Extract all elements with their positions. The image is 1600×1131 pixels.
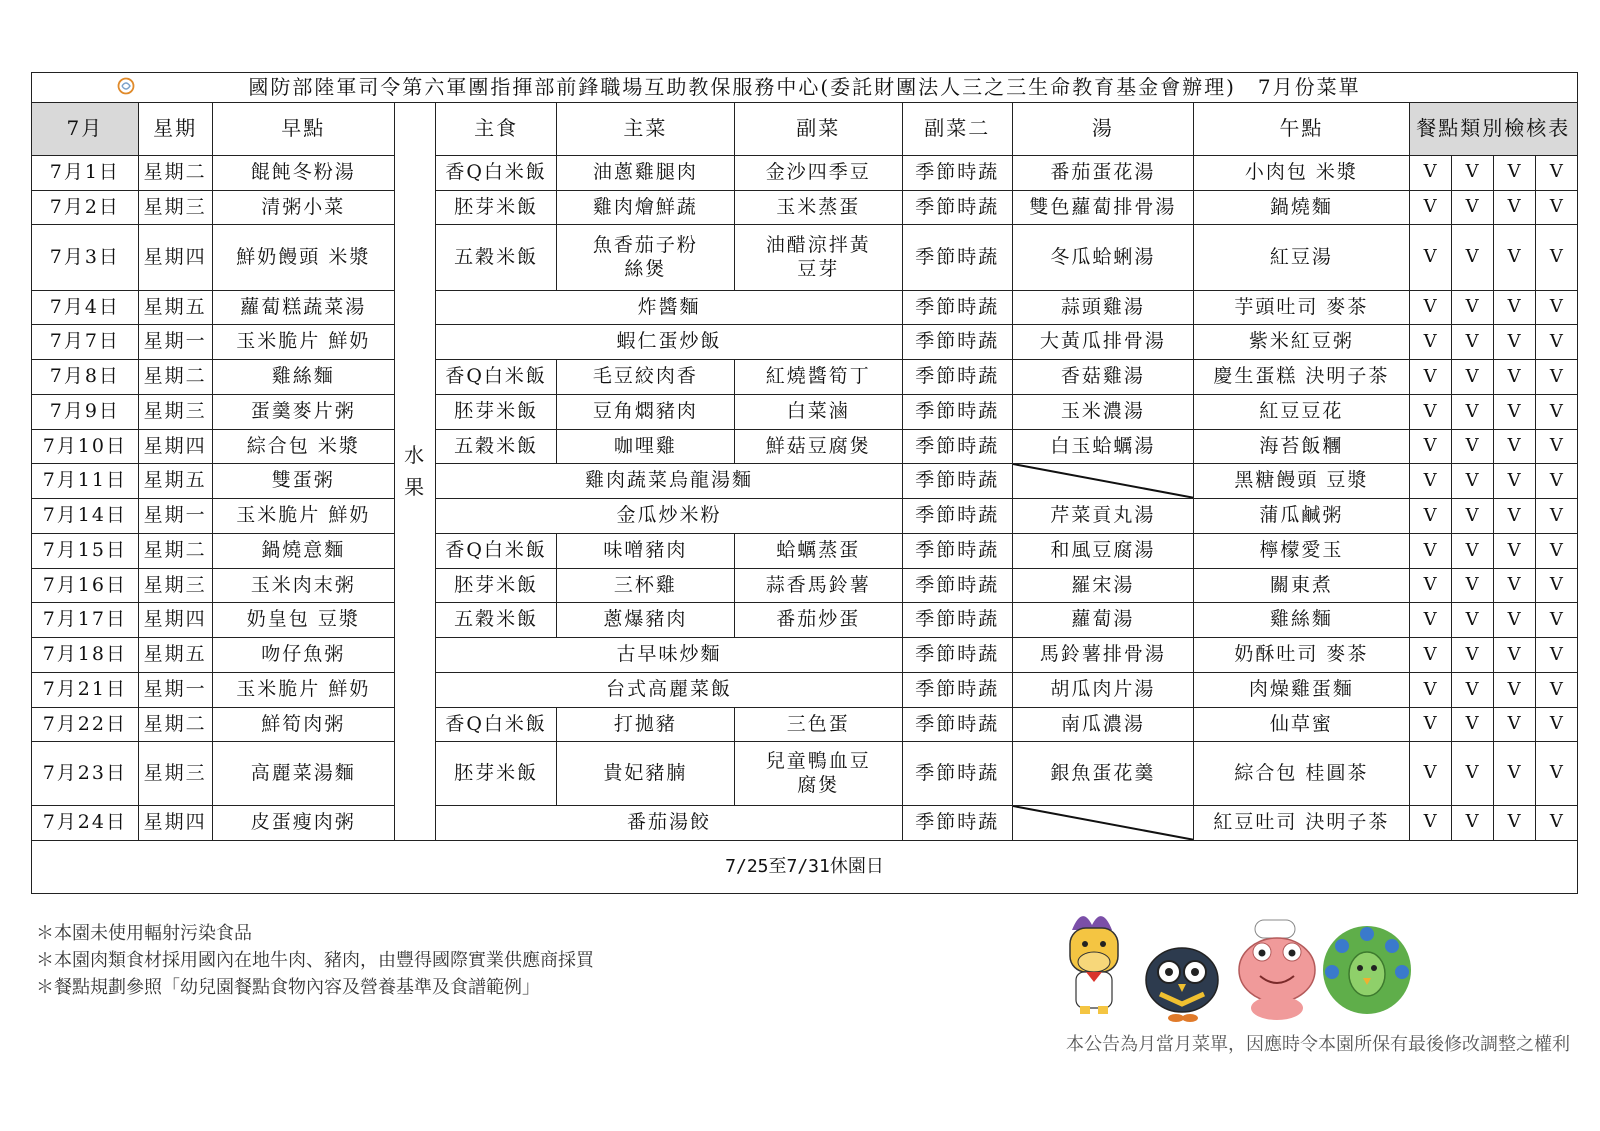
date-cell: 7月2日 (32, 190, 139, 225)
soup-cell-empty (1012, 464, 1194, 499)
side-dish-2-cell: 季節時蔬 (902, 805, 1012, 840)
staple-cell: 胚芽米飯 (436, 742, 557, 805)
weekday-cell: 星期二 (138, 707, 212, 742)
fruit-cell (395, 102, 436, 840)
header-side-dish: 副菜 (734, 102, 902, 155)
check-cell: V (1451, 429, 1493, 464)
afternoon-cell: 紫米紅豆粥 (1194, 325, 1409, 360)
date-cell: 7月17日 (32, 603, 139, 638)
date-cell: 7月14日 (32, 499, 139, 534)
menu-row (32, 805, 1578, 840)
side-dish-2-cell: 季節時蔬 (902, 707, 1012, 742)
side-dish-2-cell: 季節時蔬 (902, 464, 1012, 499)
date-cell: 7月1日 (32, 155, 139, 190)
soup-cell: 白玉蛤蠣湯 (1012, 429, 1194, 464)
menu-row (32, 464, 1578, 499)
side-dish-2-cell: 季節時蔬 (902, 533, 1012, 568)
breakfast-cell: 鮮筍肉粥 (212, 707, 395, 742)
afternoon-cell: 紅豆豆花 (1194, 394, 1409, 429)
check-cell: V (1451, 568, 1493, 603)
check-cell: V (1409, 603, 1451, 638)
breakfast-cell: 皮蛋瘦肉粥 (212, 805, 395, 840)
check-cell: V (1535, 360, 1577, 395)
menu-row (32, 190, 1578, 225)
afternoon-cell: 海苔飯糰 (1194, 429, 1409, 464)
weekday-cell: 星期四 (138, 225, 212, 290)
title-cell (32, 73, 1578, 103)
main-dish-cell: 油蔥雞腿肉 (557, 155, 734, 190)
soup-cell: 雙色蘿蔔排骨湯 (1012, 190, 1194, 225)
side-dish-2-cell: 季節時蔬 (902, 742, 1012, 805)
header-afternoon: 午點 (1194, 102, 1409, 155)
date-cell: 7月21日 (32, 672, 139, 707)
staple-cell: 香Q白米飯 (436, 707, 557, 742)
staple-cell: 五穀米飯 (436, 603, 557, 638)
main-dish-cell: 豆角燜豬肉 (557, 394, 734, 429)
check-cell: V (1535, 568, 1577, 603)
check-cell: V (1493, 394, 1535, 429)
soup-cell: 胡瓜肉片湯 (1012, 672, 1194, 707)
check-cell: V (1493, 155, 1535, 190)
note-line: ＊本園未使用輻射污染食品 (36, 923, 252, 944)
afternoon-cell: 紅豆吐司 決明子茶 (1194, 805, 1409, 840)
check-cell: V (1535, 394, 1577, 429)
check-cell: V (1451, 360, 1493, 395)
soup-cell: 大黃瓜排骨湯 (1012, 325, 1194, 360)
soup-cell: 南瓜濃湯 (1012, 707, 1194, 742)
fruit-label: 水果 (404, 443, 427, 500)
weekday-cell: 星期二 (138, 360, 212, 395)
main-dish-cell: 三杯雞 (557, 568, 734, 603)
header-weekday: 星期 (138, 102, 212, 155)
date-cell: 7月23日 (32, 742, 139, 805)
header-breakfast: 早點 (212, 102, 395, 155)
header-month: 7月 (32, 102, 139, 155)
check-cell: V (1409, 325, 1451, 360)
menu-row (32, 499, 1578, 534)
check-cell: V (1451, 290, 1493, 325)
side-dish-cell: 鮮菇豆腐煲 (734, 429, 902, 464)
side-dish-2-cell: 季節時蔬 (902, 290, 1012, 325)
menu-row (32, 707, 1578, 742)
side-dish-2-cell: 季節時蔬 (902, 325, 1012, 360)
check-cell: V (1535, 225, 1577, 290)
weekday-cell: 星期三 (138, 742, 212, 805)
side-dish-2-cell: 季節時蔬 (902, 429, 1012, 464)
menu-row (32, 394, 1578, 429)
afternoon-cell: 蒲瓜鹹粥 (1194, 499, 1409, 534)
breakfast-cell: 鮮奶饅頭 米漿 (212, 225, 395, 290)
check-cell: V (1493, 290, 1535, 325)
soup-cell: 羅宋湯 (1012, 568, 1194, 603)
side-dish-cell: 番茄炒蛋 (734, 603, 902, 638)
afternoon-cell: 芋頭吐司 麥茶 (1194, 290, 1409, 325)
side-dish-cell: 油醋涼拌黃豆芽 (734, 225, 902, 290)
breakfast-cell: 雞絲麵 (212, 360, 395, 395)
check-cell: V (1409, 464, 1451, 499)
diagonal-slash (1013, 806, 1194, 840)
date-cell: 7月18日 (32, 638, 139, 673)
check-cell: V (1535, 290, 1577, 325)
logo-icon (116, 76, 136, 96)
side-dish-2-cell: 季節時蔬 (902, 360, 1012, 395)
side-dish-2-cell: 季節時蔬 (902, 568, 1012, 603)
check-cell: V (1493, 464, 1535, 499)
main-dish-cell: 味噌豬肉 (557, 533, 734, 568)
check-cell: V (1451, 533, 1493, 568)
check-cell: V (1451, 499, 1493, 534)
header-staple: 主食 (436, 102, 557, 155)
mascot-illustration (1052, 900, 1422, 1025)
check-cell: V (1451, 155, 1493, 190)
check-cell: V (1493, 499, 1535, 534)
main-dish-cell: 蔥爆豬肉 (557, 603, 734, 638)
check-cell: V (1451, 464, 1493, 499)
date-cell: 7月24日 (32, 805, 139, 840)
afternoon-cell: 慶生蛋糕 決明子茶 (1194, 360, 1409, 395)
check-cell: V (1409, 394, 1451, 429)
breakfast-cell: 玉米脆片 鮮奶 (212, 499, 395, 534)
check-cell: V (1535, 638, 1577, 673)
check-cell: V (1535, 533, 1577, 568)
side-dish-cell: 白菜滷 (734, 394, 902, 429)
weekday-cell: 星期四 (138, 603, 212, 638)
check-cell: V (1409, 290, 1451, 325)
combined-meal-cell: 番茄湯餃 (436, 805, 903, 840)
weekday-cell: 星期四 (138, 805, 212, 840)
check-cell: V (1535, 190, 1577, 225)
check-cell: V (1451, 742, 1493, 805)
main-dish-cell: 打拋豬 (557, 707, 734, 742)
menu-row (32, 742, 1578, 805)
menu-row (32, 603, 1578, 638)
date-cell: 7月15日 (32, 533, 139, 568)
weekday-cell: 星期二 (138, 155, 212, 190)
date-cell: 7月22日 (32, 707, 139, 742)
date-cell: 7月11日 (32, 464, 139, 499)
check-cell: V (1409, 190, 1451, 225)
owl-mascot-icon (1146, 948, 1218, 1022)
check-cell: V (1535, 155, 1577, 190)
check-cell: V (1535, 707, 1577, 742)
breakfast-cell: 雙蛋粥 (212, 464, 395, 499)
check-cell: V (1535, 603, 1577, 638)
check-cell: V (1409, 672, 1451, 707)
breakfast-cell: 高麗菜湯麵 (212, 742, 395, 805)
afternoon-cell: 綜合包 桂圓茶 (1194, 742, 1409, 805)
soup-cell: 番茄蛋花湯 (1012, 155, 1194, 190)
page-title: 國防部陸軍司令第六軍團指揮部前鋒職場互助教保服務中心(委託財團法人三之三生命教育基金會辦理) 7月份菜單 (248, 74, 1361, 99)
main-dish-cell: 貴妃豬腩 (557, 742, 734, 805)
afternoon-cell: 黑糖饅頭 豆漿 (1194, 464, 1409, 499)
afternoon-cell: 肉燥雞蛋麵 (1194, 672, 1409, 707)
menu-row (32, 290, 1578, 325)
horse-mascot-icon (1070, 916, 1118, 1014)
check-cell: V (1493, 429, 1535, 464)
check-cell: V (1409, 499, 1451, 534)
header-row (32, 102, 1578, 155)
weekday-cell: 星期二 (138, 533, 212, 568)
check-cell: V (1493, 568, 1535, 603)
header-soup: 湯 (1012, 102, 1194, 155)
check-cell: V (1493, 707, 1535, 742)
weekday-cell: 星期一 (138, 499, 212, 534)
menu-row (32, 360, 1578, 395)
check-cell: V (1409, 225, 1451, 290)
afternoon-cell: 紅豆湯 (1194, 225, 1409, 290)
side-dish-2-cell: 季節時蔬 (902, 603, 1012, 638)
soup-cell-empty (1012, 805, 1194, 840)
side-dish-2-cell: 季節時蔬 (902, 638, 1012, 673)
menu-row (32, 225, 1578, 290)
staple-cell: 香Q白米飯 (436, 360, 557, 395)
breakfast-cell: 吻仔魚粥 (212, 638, 395, 673)
side-dish-cell: 蛤蠣蒸蛋 (734, 533, 902, 568)
soup-cell: 蒜頭雞湯 (1012, 290, 1194, 325)
staple-cell: 香Q白米飯 (436, 155, 557, 190)
side-dish-cell: 兒童鴨血豆腐煲 (734, 742, 902, 805)
check-cell: V (1451, 325, 1493, 360)
breakfast-cell: 蛋羹麥片粥 (212, 394, 395, 429)
soup-cell: 冬瓜蛤蜊湯 (1012, 225, 1194, 290)
combined-meal-cell: 蝦仁蛋炒飯 (436, 325, 903, 360)
check-cell: V (1451, 672, 1493, 707)
breakfast-cell: 奶皇包 豆漿 (212, 603, 395, 638)
note-line: ＊餐點規劃參照「幼兒園餐點食物內容及營養基準及食譜範例」 (36, 977, 540, 998)
main-dish-cell: 雞肉燴鮮蔬 (557, 190, 734, 225)
side-dish-2-cell: 季節時蔬 (902, 672, 1012, 707)
breakfast-cell: 蘿蔔糕蔬菜湯 (212, 290, 395, 325)
staple-cell: 五穀米飯 (436, 429, 557, 464)
weekday-cell: 星期三 (138, 190, 212, 225)
side-dish-cell: 紅燒醬筍丁 (734, 360, 902, 395)
side-dish-cell: 玉米蒸蛋 (734, 190, 902, 225)
menu-row (32, 568, 1578, 603)
menu-row (32, 429, 1578, 464)
weekday-cell: 星期五 (138, 638, 212, 673)
date-cell: 7月10日 (32, 429, 139, 464)
main-dish-cell: 毛豆絞肉香 (557, 360, 734, 395)
check-cell: V (1409, 360, 1451, 395)
check-cell: V (1535, 672, 1577, 707)
check-cell: V (1451, 805, 1493, 840)
check-cell: V (1451, 603, 1493, 638)
menu-body (32, 73, 1578, 894)
side-dish-2-cell: 季節時蔬 (902, 499, 1012, 534)
menu-row (32, 325, 1578, 360)
check-cell: V (1535, 742, 1577, 805)
breakfast-cell: 玉米肉末粥 (212, 568, 395, 603)
check-cell: V (1409, 742, 1451, 805)
side-dish-2-cell: 季節時蔬 (902, 155, 1012, 190)
check-cell: V (1493, 805, 1535, 840)
afternoon-cell: 仙草蜜 (1194, 707, 1409, 742)
staple-cell: 五穀米飯 (436, 225, 557, 290)
menu-row (32, 533, 1578, 568)
check-cell: V (1493, 190, 1535, 225)
soup-cell: 蘿蔔湯 (1012, 603, 1194, 638)
staple-cell: 胚芽米飯 (436, 568, 557, 603)
weekday-cell: 星期五 (138, 290, 212, 325)
check-cell: V (1409, 155, 1451, 190)
staple-cell: 香Q白米飯 (436, 533, 557, 568)
staple-cell: 胚芽米飯 (436, 190, 557, 225)
combined-meal-cell: 金瓜炒米粉 (436, 499, 903, 534)
check-cell: V (1535, 325, 1577, 360)
menu-row (32, 638, 1578, 673)
check-cell: V (1451, 394, 1493, 429)
menu-row (32, 672, 1578, 707)
date-cell: 7月16日 (32, 568, 139, 603)
combined-meal-cell: 炸醬麵 (436, 290, 903, 325)
breakfast-cell: 玉米脆片 鮮奶 (212, 672, 395, 707)
header-main-dish: 主菜 (557, 102, 734, 155)
footer-note: 本公告為月當月菜單，因應時令本園所保有最後修改調整之權利 (1066, 1034, 1570, 1055)
closed-note: 7/25至7/31休園日 (32, 840, 1578, 893)
check-cell: V (1493, 360, 1535, 395)
soup-cell: 和風豆腐湯 (1012, 533, 1194, 568)
soup-cell: 香菇雞湯 (1012, 360, 1194, 395)
check-cell: V (1535, 429, 1577, 464)
check-cell: V (1451, 225, 1493, 290)
check-cell: V (1535, 499, 1577, 534)
combined-meal-cell: 台式高麗菜飯 (436, 672, 903, 707)
weekday-cell: 星期三 (138, 568, 212, 603)
frog-mascot-icon (1239, 920, 1315, 1020)
weekday-cell: 星期三 (138, 394, 212, 429)
check-cell: V (1409, 805, 1451, 840)
check-cell: V (1451, 638, 1493, 673)
diagonal-slash (1013, 464, 1194, 498)
check-cell: V (1409, 533, 1451, 568)
weekday-cell: 星期一 (138, 325, 212, 360)
weekday-cell: 星期四 (138, 429, 212, 464)
check-cell: V (1535, 464, 1577, 499)
date-cell: 7月3日 (32, 225, 139, 290)
side-dish-cell: 蒜香馬鈴薯 (734, 568, 902, 603)
side-dish-2-cell: 季節時蔬 (902, 394, 1012, 429)
menu-row (32, 155, 1578, 190)
check-cell: V (1409, 707, 1451, 742)
afternoon-cell: 關東煮 (1194, 568, 1409, 603)
breakfast-cell: 玉米脆片 鮮奶 (212, 325, 395, 360)
breakfast-cell: 鍋燒意麵 (212, 533, 395, 568)
side-dish-cell: 金沙四季豆 (734, 155, 902, 190)
check-cell: V (1493, 533, 1535, 568)
combined-meal-cell: 雞肉蔬菜烏龍湯麵 (436, 464, 903, 499)
date-cell: 7月4日 (32, 290, 139, 325)
breakfast-cell: 清粥小菜 (212, 190, 395, 225)
breakfast-cell: 餛飩冬粉湯 (212, 155, 395, 190)
title-row (32, 73, 1578, 103)
combined-meal-cell: 古早味炒麵 (436, 638, 903, 673)
check-cell: V (1451, 190, 1493, 225)
note-line: ＊本園肉類食材採用國內在地牛肉、豬肉，由豐得國際實業供應商採買 (36, 950, 594, 971)
side-dish-cell: 三色蛋 (734, 707, 902, 742)
soup-cell: 馬鈴薯排骨湯 (1012, 638, 1194, 673)
main-dish-cell: 魚香茄子粉絲煲 (557, 225, 734, 290)
check-cell: V (1493, 672, 1535, 707)
date-cell: 7月8日 (32, 360, 139, 395)
notes-block (36, 920, 594, 1001)
afternoon-cell: 雞絲麵 (1194, 603, 1409, 638)
check-cell: V (1493, 638, 1535, 673)
soup-cell: 芹菜貢丸湯 (1012, 499, 1194, 534)
check-cell: V (1409, 568, 1451, 603)
header-check: 餐點類別檢核表 (1409, 102, 1577, 155)
side-dish-2-cell: 季節時蔬 (902, 190, 1012, 225)
afternoon-cell: 小肉包 米漿 (1194, 155, 1409, 190)
check-cell: V (1409, 429, 1451, 464)
check-cell: V (1535, 805, 1577, 840)
side-dish-2-cell: 季節時蔬 (902, 225, 1012, 290)
date-cell: 7月7日 (32, 325, 139, 360)
weekday-cell: 星期五 (138, 464, 212, 499)
menu-table (31, 72, 1578, 894)
afternoon-cell: 鍋燒麵 (1194, 190, 1409, 225)
staple-cell: 胚芽米飯 (436, 394, 557, 429)
peacock-mascot-icon (1323, 926, 1411, 1014)
afternoon-cell: 奶酥吐司 麥茶 (1194, 638, 1409, 673)
check-cell: V (1493, 325, 1535, 360)
check-cell: V (1451, 707, 1493, 742)
afternoon-cell: 檸檬愛玉 (1194, 533, 1409, 568)
date-cell: 7月9日 (32, 394, 139, 429)
main-dish-cell: 咖哩雞 (557, 429, 734, 464)
soup-cell: 玉米濃湯 (1012, 394, 1194, 429)
weekday-cell: 星期一 (138, 672, 212, 707)
check-cell: V (1493, 742, 1535, 805)
check-cell: V (1493, 603, 1535, 638)
check-cell: V (1409, 638, 1451, 673)
breakfast-cell: 綜合包 米漿 (212, 429, 395, 464)
header-side-dish-2: 副菜二 (902, 102, 1012, 155)
closed-row (32, 840, 1578, 893)
soup-cell: 銀魚蛋花羹 (1012, 742, 1194, 805)
check-cell: V (1493, 225, 1535, 290)
